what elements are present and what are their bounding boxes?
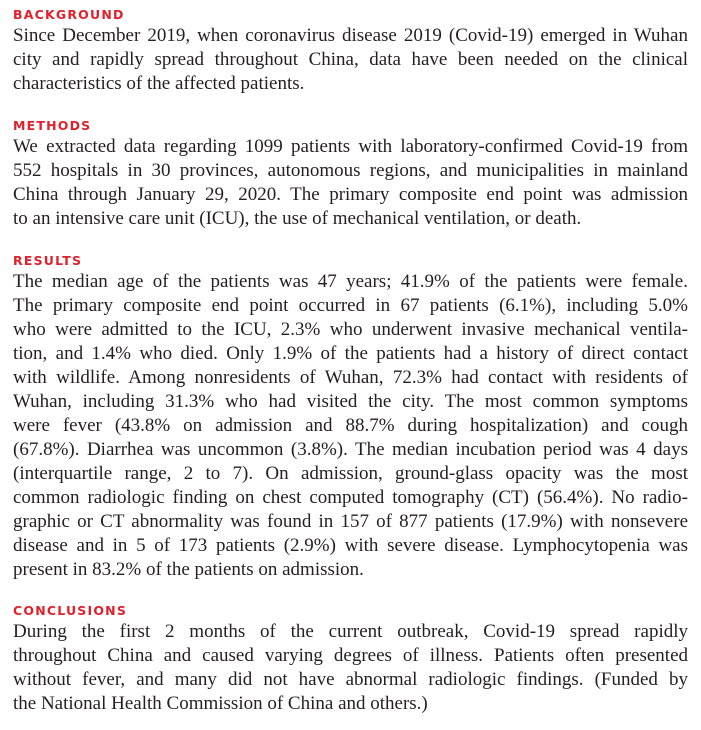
section-heading: METHODS (13, 118, 92, 133)
text-line: disease and in 5 of 173 patients (2.9%) with severe disease. Lymphocytopenia was (13, 535, 688, 556)
text-line: We extracted data regarding 1099 patients with laboratory-confirmed Covid-19 from (13, 136, 688, 157)
text-line: city and rapidly spread throughout China, data have been needed on the clinical (13, 49, 688, 70)
text-line: graphic or CT abnormality was found in 157 of 877 patients (17.9%) with nonsevere (13, 511, 688, 532)
text-line: (67.8%). Diarrhea was uncommon (3.8%). The median incubation period was 4 days (13, 439, 688, 460)
text-line: Wuhan, including 31.3% who had visited the city. The most common symptoms (13, 391, 688, 412)
section-heading: CONCLUSIONS (13, 603, 128, 618)
section-body (13, 620, 688, 716)
section-results (13, 252, 688, 582)
text-line: the National Health Commission of China and others.) (13, 693, 428, 714)
text-line: with wildlife. Among nonresidents of Wuhan, 72.3% had contact with residents of (13, 367, 688, 388)
text-line: 552 hospitals in 30 provinces, autonomous regions, and municipalities in mainland (13, 160, 688, 181)
text-line: The median age of the patients was 47 years; 41.9% of the patients were female. (13, 271, 688, 292)
text-line: present in 83.2% of the patients on admission. (13, 559, 364, 580)
text-line: without fever, and many did not have abnormal radiologic findings. (Funded by (13, 669, 688, 690)
text-line: common radiologic finding on chest computed tomography (CT) (56.4%). No radio- (13, 487, 688, 508)
section-body (13, 270, 688, 582)
section-background (13, 6, 688, 96)
section-heading: BACKGROUND (13, 7, 125, 22)
section-conclusions (13, 602, 688, 716)
section-body (13, 24, 688, 96)
section-body (13, 135, 688, 231)
section-heading: RESULTS (13, 253, 83, 268)
text-line: who were admitted to the ICU, 2.3% who underwent invasive mechanical ventila- (13, 319, 688, 340)
text-line: tion, and 1.4% who died. Only 1.9% of the patients had a history of direct contact (13, 343, 688, 364)
text-line: to an intensive care unit (ICU), the use of mechanical ventilation, or death. (13, 208, 582, 229)
text-line: During the first 2 months of the current outbreak, Covid-19 spread rapidly (13, 621, 688, 642)
section-methods (13, 117, 688, 231)
text-line: were fever (43.8% on admission and 88.7% during hospitalization) and cough (13, 415, 688, 436)
text-line: characteristics of the affected patients. (13, 73, 305, 94)
text-line: The primary composite end point occurred in 67 patients (6.1%), including 5.0% (13, 295, 688, 316)
text-line: throughout China and caused varying degrees of illness. Patients often presented (13, 645, 688, 666)
text-line: Since December 2019, when coronavirus disease 2019 (Covid-19) emerged in Wuhan (13, 25, 688, 46)
text-line: (interquartile range, 2 to 7). On admission, ground-glass opacity was the most (13, 463, 688, 484)
text-line: China through January 29, 2020. The primary composite end point was admission (13, 184, 688, 205)
